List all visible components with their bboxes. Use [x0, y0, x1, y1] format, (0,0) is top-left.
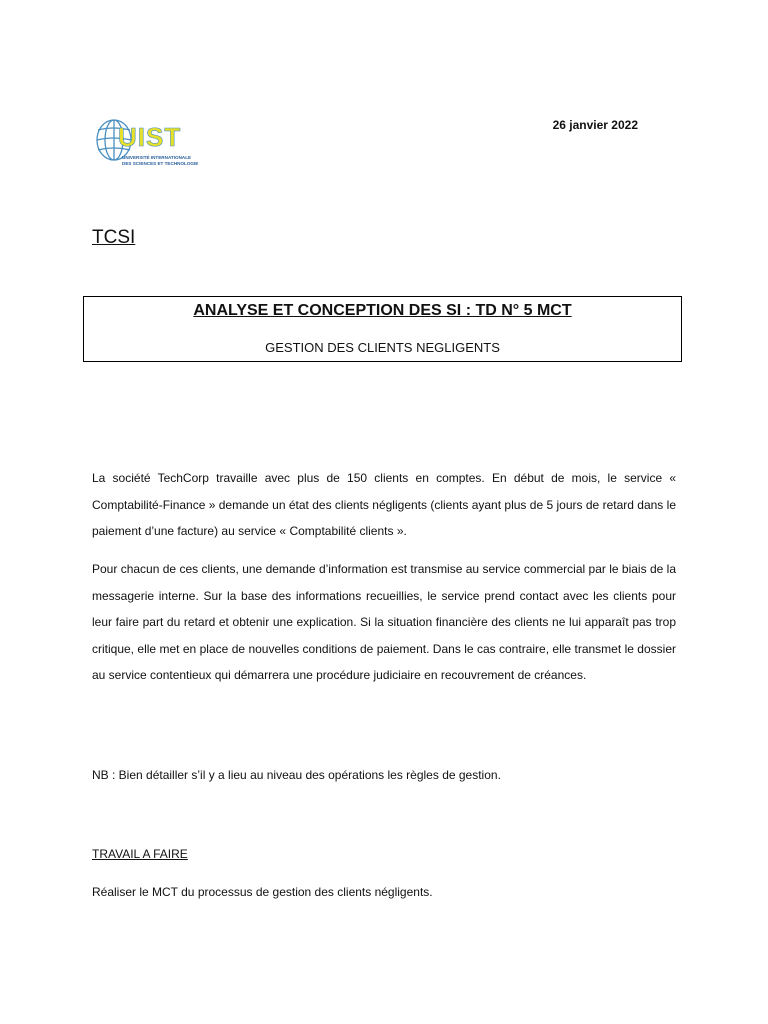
logo-subtitle: UNIVERSITÉ INTERNATIONALE DES SCIENCES ET TECHNOLOGIE — [122, 155, 199, 166]
course-code: TCSI — [92, 227, 136, 248]
paragraph-process: Pour chacun de ces clients, une demande d’information est transmise au service commercial par le biais de la messagerie interne. Sur la base des informations recueillies, le service prend contact avec les clients pour leur faire part du retard et obtenir une explication. Si la situation financière des clients ne lui apparaît pas trop critique, elle met en place de nouvelles conditions de paiement. Dans le cas contraire, elle transmet le dossier au service contentieux qui démarrera une procédure judiciaire en recouvrement de créances. — [92, 562, 676, 682]
task-text: Réaliser le MCT du processus de gestion des clients négligents. — [92, 885, 433, 899]
document-date: 26 janvier 2022 — [552, 118, 638, 132]
university-logo — [94, 116, 219, 176]
title-box — [83, 296, 682, 362]
paragraph-intro: La société TechCorp travaille avec plus de 150 clients en comptes. En début de mois, le service « Comptabilité-Finance » demande un état des clients négligents (clients ayant plus de 5 jours de retard dans le paiement d’une facture) au service « Comptabilité clients ». — [92, 471, 676, 538]
document-subtitle: GESTION DES CLIENTS NEGLIGENTS — [265, 340, 500, 355]
note: NB : Bien détailler s’il y a lieu au niveau des opérations les règles de gestion. — [92, 768, 501, 782]
task-heading: TRAVAIL A FAIRE — [92, 847, 188, 861]
logo-wordmark: UIST — [118, 122, 182, 152]
document-title: ANALYSE ET CONCEPTION DES SI : TD N° 5 MCT — [193, 302, 572, 319]
